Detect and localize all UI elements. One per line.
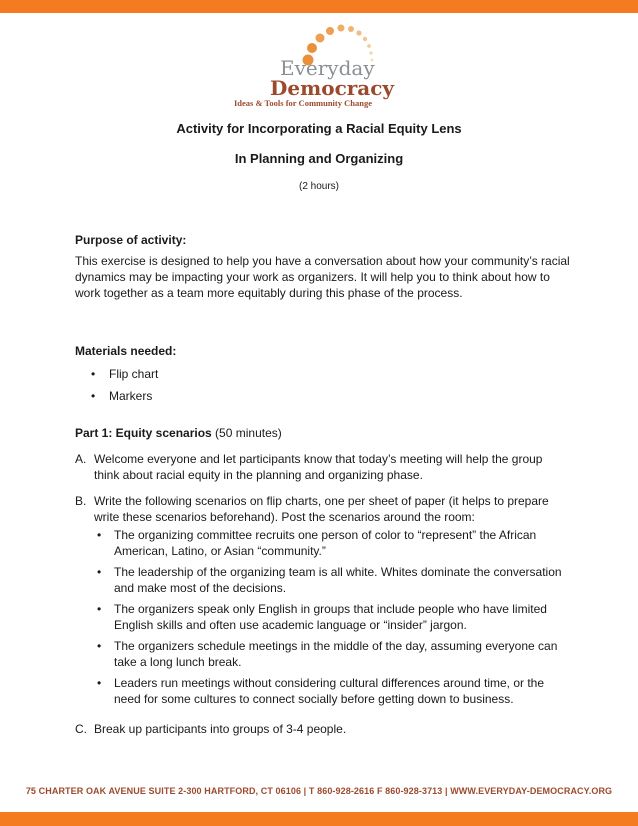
top-accent-bar [0, 0, 638, 13]
scenario-text: Leaders run meetings without considering cultural differences around time, or the need for some cultures to connect socially before getting down to business. [114, 676, 545, 706]
step-a-label: A. [75, 452, 87, 466]
logo-tagline: Ideas & Tools for Community Change [234, 98, 372, 108]
list-item [75, 564, 570, 596]
document-subtitle: In Planning and Organizing [234, 151, 404, 166]
bullet-icon: • [97, 602, 102, 616]
step-c [75, 721, 570, 737]
scenario-text: The organizers speak only English in groups that include people who have limited English skills and often use academic language or “insider” jargon. [114, 602, 547, 632]
bullet-icon: • [97, 639, 102, 653]
bullet-icon: • [91, 389, 96, 403]
material-item-label: Flip chart [109, 367, 159, 381]
material-item-label: Markers [109, 389, 153, 403]
step-b-label: B. [75, 494, 87, 508]
list-item [75, 527, 570, 559]
list-item [75, 366, 570, 382]
list-item [75, 675, 570, 707]
scenario-text: The organizing committee recruits one person of color to “represent” the African American, Latino, or Asian “community.” [114, 528, 537, 558]
logo-wordmark-everyday: Everyday [280, 56, 375, 80]
bottom-accent-bar [0, 812, 638, 826]
step-b [75, 493, 570, 525]
materials-heading: Materials needed: [75, 344, 177, 358]
purpose-text: This exercise is designed to help you have a conversation about how your community’s racial dynamics may be impacting your work as organizers. It will help you to think about how to work together as a team more equitably during this phase of the process. [75, 254, 570, 300]
document-body [75, 232, 570, 737]
bullet-icon: • [97, 676, 102, 690]
step-b-text: Write the following scenarios on flip charts, one per sheet of paper (it helps to prepare write these scenarios beforehand). Post the scenarios around the room: [94, 494, 549, 524]
step-c-text: Break up participants into groups of 3-4 people. [94, 722, 347, 736]
document-title: Activity for Incorporating a Racial Equity Lens [176, 121, 462, 136]
bullet-icon: • [97, 528, 102, 542]
part1-heading: Part 1: Equity scenarios [75, 426, 212, 440]
list-item [75, 601, 570, 633]
everyday-democracy-logo [234, 18, 398, 110]
logo-wordmark-democracy: Democracy [270, 76, 395, 100]
footer-contact: 75 CHARTER OAK AVENUE SUITE 2-300 HARTFORD, CT 06106 | T 860-928-2616 F 860-928-3713 | WWW.EVERYDAY-DEMOCRACY.ORG [25, 786, 613, 796]
purpose-heading: Purpose of activity: [75, 233, 187, 247]
part1-duration: (50 minutes) [211, 426, 282, 440]
scenario-list [75, 527, 570, 707]
step-c-label: C. [75, 722, 87, 736]
scenario-text: The organizers schedule meetings in the middle of the day, assuming everyone can take a long lunch break. [114, 639, 558, 669]
list-item [75, 638, 570, 670]
materials-list [75, 366, 570, 404]
document-duration: (2 hours) [298, 181, 339, 192]
part1-heading-line [75, 425, 570, 441]
step-a-text: Welcome everyone and let participants know that today’s meeting will help the group think about racial equity in the planning and organizing phase. [94, 452, 543, 482]
scenario-text: The leadership of the organizing team is all white. Whites dominate the conversation and make most of the decisions. [114, 565, 562, 595]
list-item [75, 388, 570, 404]
bullet-icon: • [97, 565, 102, 579]
bullet-icon: • [91, 367, 96, 381]
step-a [75, 451, 570, 483]
